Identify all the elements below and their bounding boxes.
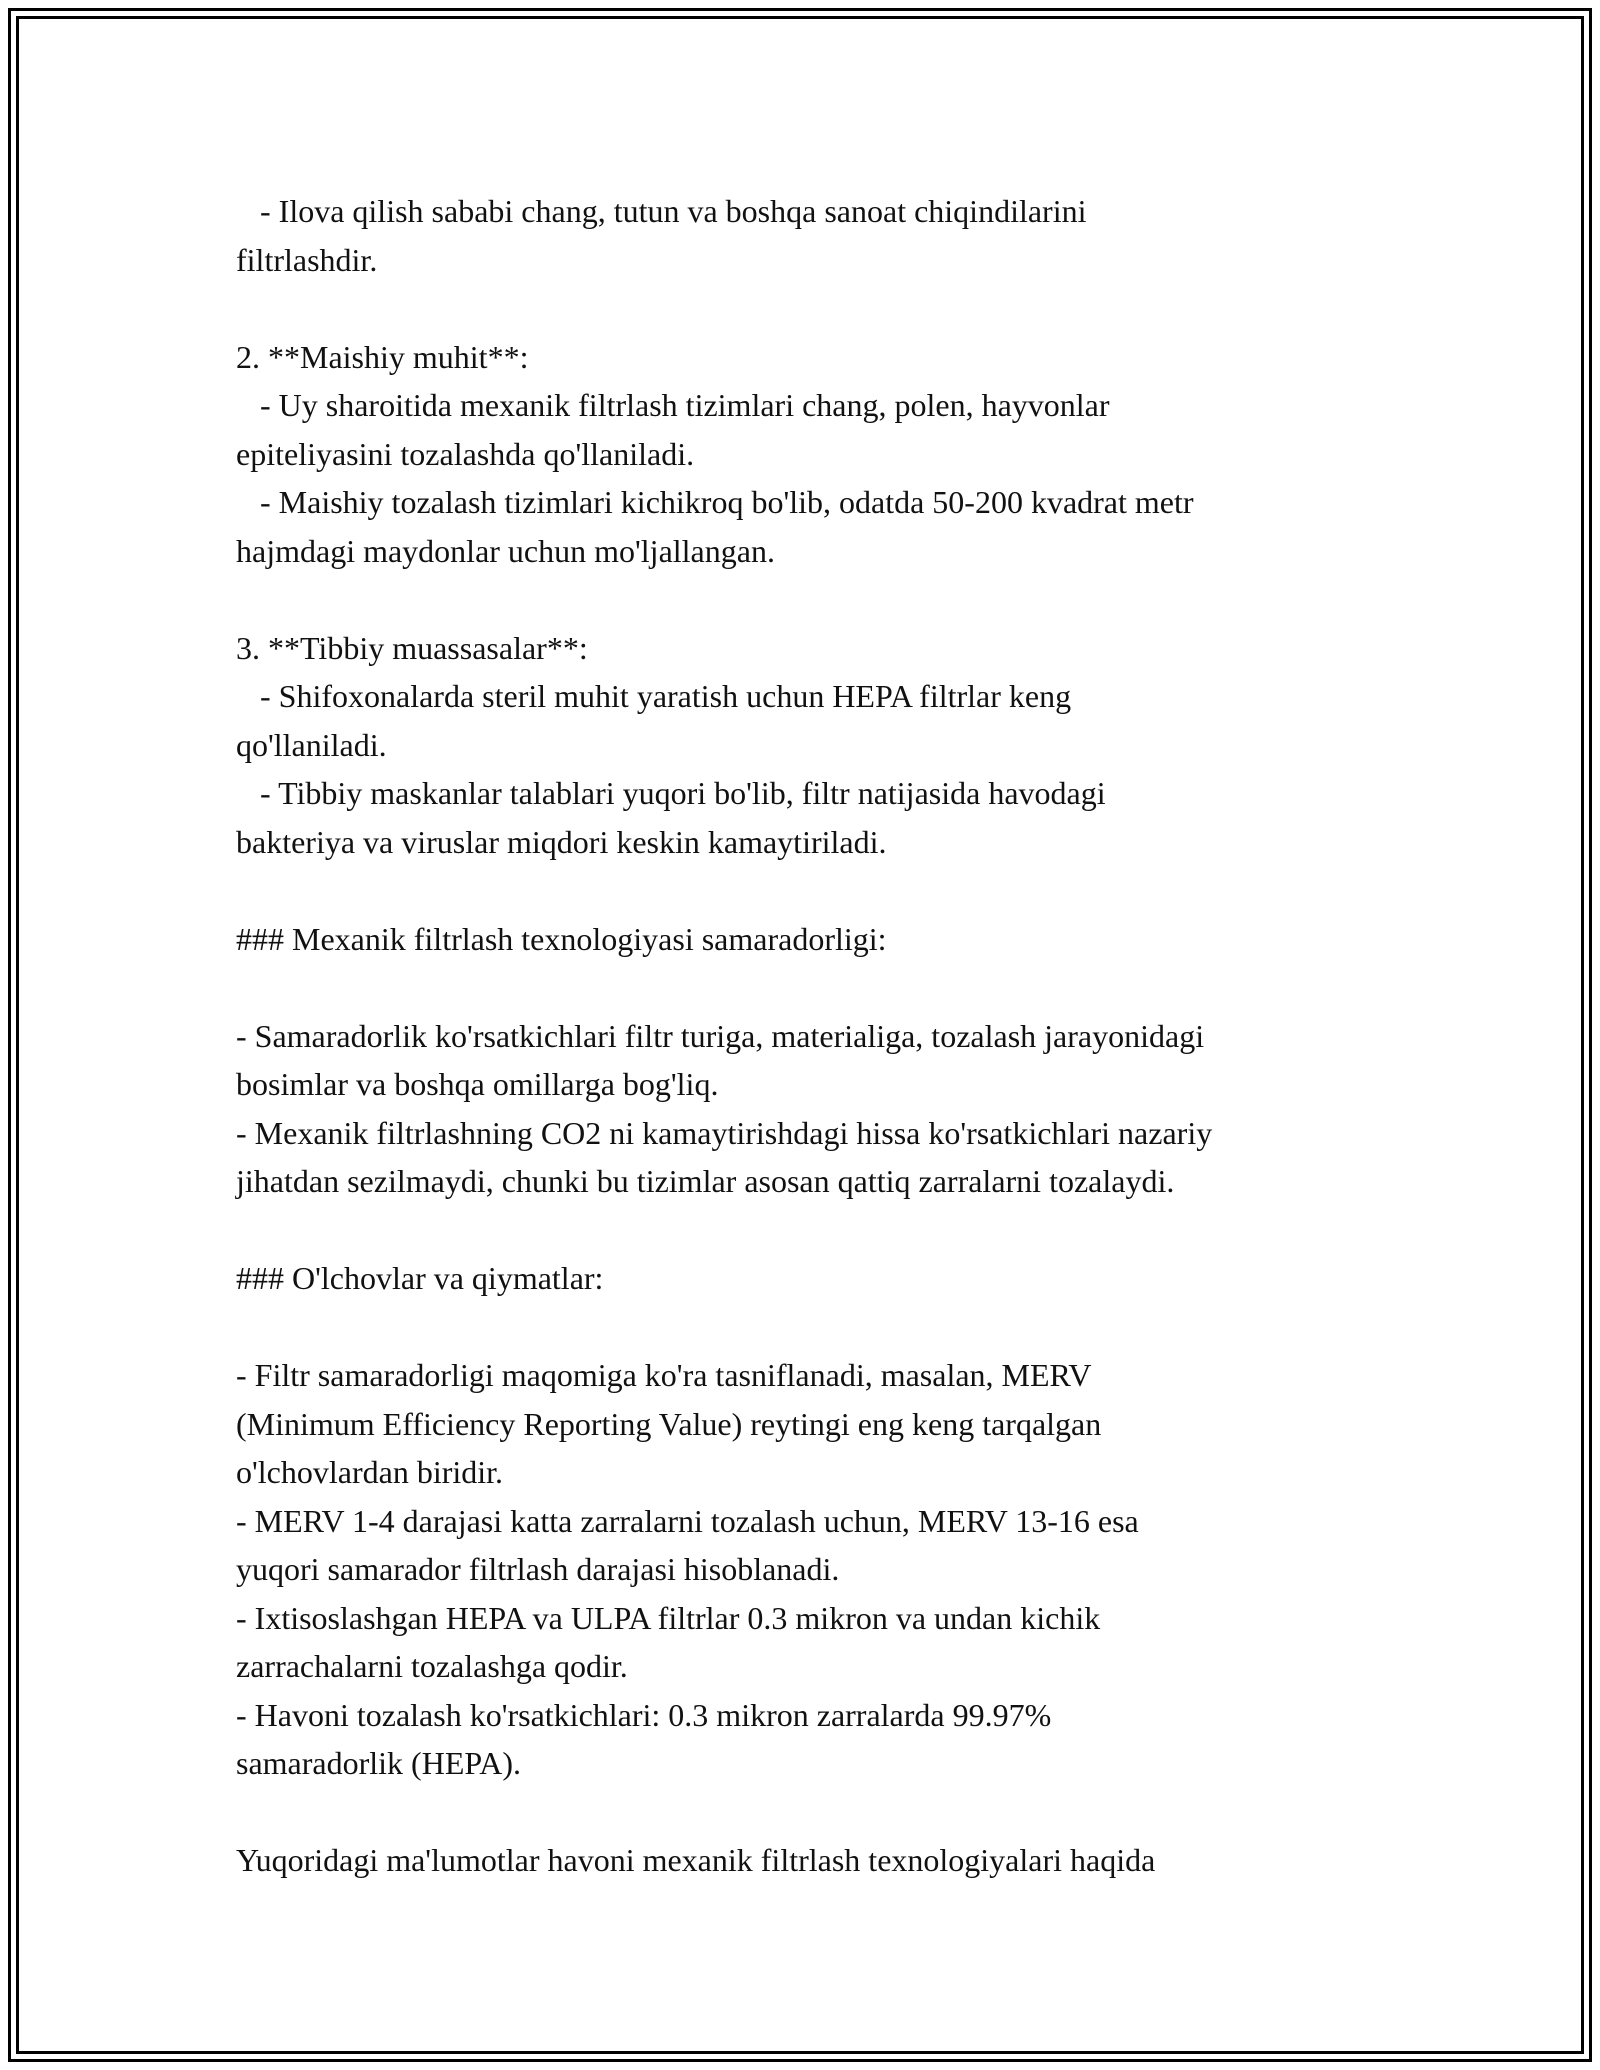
section-heading: 3. **Tibbiy muassasalar**: [236, 629, 588, 666]
text-line: - Ilova qilish sababi chang, tutun va boshqa sanoat chiqindilarini [236, 193, 1087, 229]
text-line: yuqori samarador filtrlash darajasi hisoblanadi. [236, 1551, 840, 1587]
blank-line [236, 284, 1366, 333]
blank-line [236, 1206, 1366, 1255]
blank-line [236, 575, 1366, 624]
text-line: samaradorlik (HEPA). [236, 1745, 521, 1781]
text-line: jihatdan sezilmaydi, chunki bu tizimlar asosan qattiq zarralarni tozalaydi. [236, 1163, 1175, 1199]
text-line: o'lchovlardan biridir. [236, 1454, 504, 1490]
text-line: qo'llaniladi. [236, 726, 387, 763]
text-line: - Samaradorlik ko'rsatkichlari filtr turiga, materialiga, tozalash jarayonidagi [236, 1017, 1205, 1054]
section-heading: 2. **Maishiy muhit**: [236, 338, 529, 375]
blank-line [236, 963, 1366, 1012]
blank-line [236, 1303, 1366, 1352]
text-line: - Maishiy tozalash tizimlari kichikroq bo'lib, odatda 50-200 kvadrat metr [236, 484, 1194, 520]
section-heading: ### Mexanik filtrlash texnologiyasi samaradorligi: [236, 920, 887, 957]
text-line: - Uy sharoitida mexanik filtrlash tizimlari chang, polen, hayvonlar [236, 387, 1110, 423]
text-line: - Ixtisoslashgan HEPA va ULPA filtrlar 0.3 mikron va undan kichik [236, 1599, 1101, 1636]
section-heading: ### O'lchovlar va qiymatlar: [236, 1260, 604, 1296]
text-line: - Tibbiy maskanlar talablari yuqori bo'lib, filtr natijasida havodagi [236, 775, 1106, 811]
text-line: bakteriya va viruslar miqdori keskin kamaytiriladi. [236, 823, 887, 860]
text-line: bosimlar va boshqa omillarga bog'liq. [236, 1066, 719, 1102]
text-line: epiteliyasini tozalashda qo'llaniladi. [236, 435, 695, 472]
text-line: - MERV 1-4 darajasi katta zarralarni tozalash uchun, MERV 13-16 esa [236, 1502, 1139, 1539]
text-line: - Shifoxonalarda steril muhit yaratish uchun HEPA filtrlar keng [236, 678, 1072, 714]
text-line: hajmdagi maydonlar uchun mo'ljallangan. [236, 532, 775, 569]
text-line: filtrlashdir. [236, 241, 378, 278]
text-line: - Havoni tozalash ko'rsatkichlari: 0.3 mikron zarralarda 99.97% [236, 1696, 1052, 1733]
text-line: zarrachalarni tozalashga qodir. [236, 1648, 628, 1684]
text-line: (Minimum Efficiency Reporting Value) reytingi eng keng tarqalgan [236, 1405, 1102, 1442]
document-body [236, 187, 1366, 1885]
text-line: - Mexanik filtrlashning CO2 ni kamaytirishdagi hissa ko'rsatkichlari nazariy [236, 1114, 1213, 1151]
text-line: Yuqoridagi ma'lumotlar havoni mexanik filtrlash texnologiyalari haqida [236, 1842, 1156, 1878]
text-line: - Filtr samaradorligi maqomiga ko'ra tasniflanadi, masalan, MERV [236, 1357, 1092, 1393]
blank-line [236, 1788, 1366, 1837]
blank-line [236, 866, 1366, 915]
